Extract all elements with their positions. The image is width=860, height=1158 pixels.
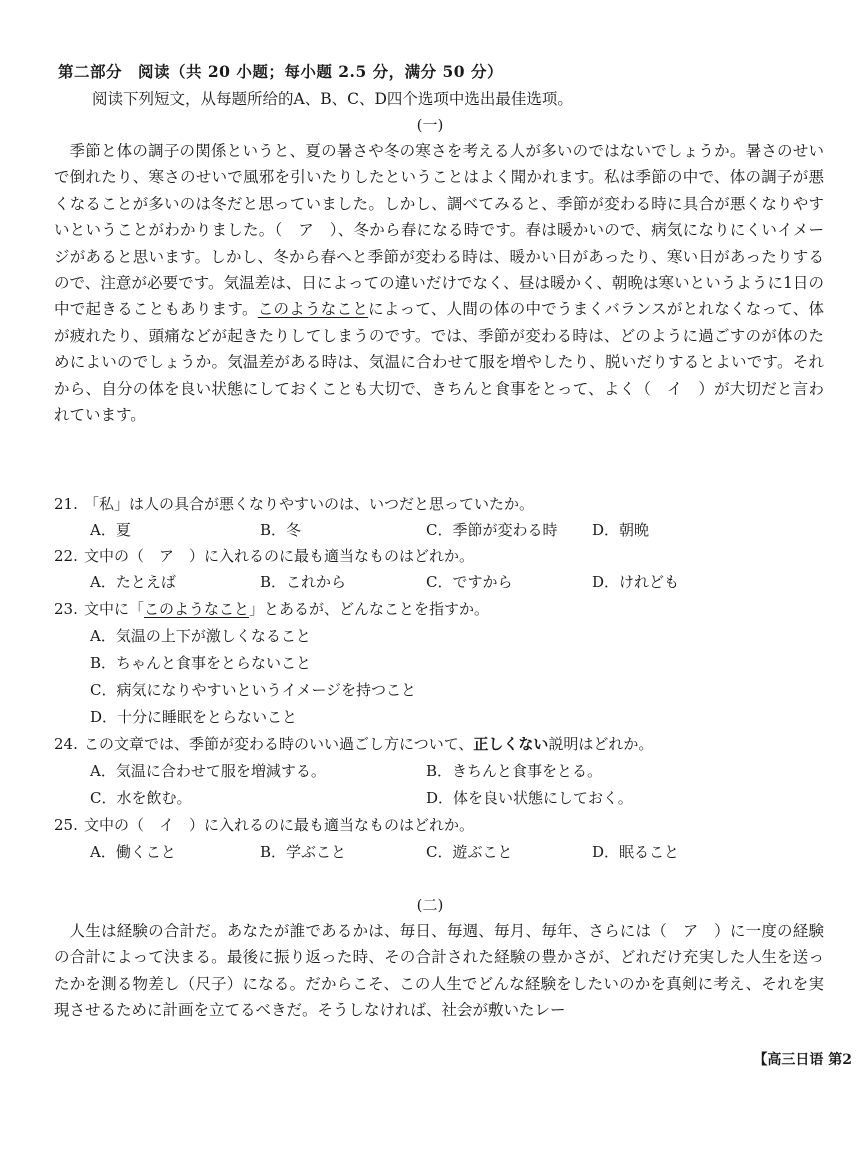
- section-title: 第二部分 阅读（共 20 小题；每小题 2.5 分，满分 50 分）: [58, 62, 503, 81]
- passage1-text: [54, 138, 824, 428]
- passage1-underlined-phrase: このようなこと: [257, 300, 369, 319]
- option-b[interactable]: B．これから: [260, 573, 347, 591]
- option-c[interactable]: C．季節が変わる時: [426, 521, 558, 539]
- question-text: 文中の（ ア ）に入れるのに最も適当なものはどれか。: [84, 547, 475, 565]
- question-number: 23.: [54, 600, 78, 618]
- option-a[interactable]: A．たとえば: [90, 573, 176, 591]
- option-d[interactable]: D．体を良い状態にしておく。: [426, 789, 633, 807]
- question-25: [54, 814, 474, 835]
- instruction: 阅读下列短文，从每题所给的A、B、C、D四个选项中选出最佳选项。: [92, 90, 573, 108]
- option-d[interactable]: D．十分に睡眠をとらないこと: [90, 708, 298, 726]
- passage2-text: [54, 918, 824, 1024]
- passage2-heading: (二): [416, 896, 444, 914]
- question-24: [54, 733, 653, 754]
- option-c[interactable]: C．病気になりやすいというイメージを持つこと: [90, 681, 417, 699]
- passage1-text-after: によって、人間の体の中でうまくバランスがとれなくなって、体が疲れたり、頭痛などが起きたりしてしまうのです。では、季節が変わる時は、どのように過ごすのが体のためによいのでしょうか。気温差がある時は、気温に合わせて服を増やしたり、脱いだりするとよいです。それから、自分の体を良い状態にしておくことも大切で、きちんと食事をとって、よく（ イ ）が大切だと言われています。: [54, 300, 824, 425]
- option-d[interactable]: D．けれども: [592, 573, 680, 591]
- option-d[interactable]: D．朝晩: [592, 521, 650, 539]
- question-number: 21.: [54, 495, 78, 513]
- option-a[interactable]: A．夏: [90, 521, 131, 539]
- question-22: [54, 545, 474, 566]
- option-a[interactable]: A．気温の上下が激しくなること: [90, 627, 311, 645]
- passage2-paragraph: 人生は経験の合計だ。あなたが誰であるかは、毎日、毎週、毎月、毎年、さらには（ ア ）に一度の経験の合計によって決まる。最後に振り返った時、その合計された経験の豊かさが、どれだけ充実した人生を送ったかを測る物差し（尺子）になる。だからこそ、この人生でどんな経験をしたいのかを真剣に考え、それを実現させるために計画を立てるべきだ。そうしなければ、社会が敷いたレー: [54, 922, 824, 1020]
- option-c[interactable]: C．水を飲む。: [90, 789, 192, 807]
- question-number: 22.: [54, 547, 78, 565]
- question-21: [54, 493, 534, 514]
- option-a[interactable]: A．働くこと: [90, 843, 176, 861]
- question-text-prefix: 文中に「: [84, 600, 145, 618]
- question-text-prefix: この文章では、季節が変わる時のいい過ごし方について、: [84, 735, 474, 753]
- question-number: 25.: [54, 816, 78, 834]
- option-d[interactable]: D．眠ること: [592, 843, 680, 861]
- passage1-heading: (一): [416, 116, 444, 134]
- question-text-bold: 正しくない: [473, 735, 549, 753]
- question-text-underlined: このようなこと: [144, 600, 250, 618]
- page-footer: 【高三日语 第2: [753, 1052, 852, 1068]
- question-text-suffix: 説明はどれか。: [548, 735, 654, 753]
- question-number: 24.: [54, 735, 78, 753]
- option-c[interactable]: C．遊ぶこと: [426, 843, 513, 861]
- option-a[interactable]: A．気温に合わせて服を増減する。: [90, 762, 326, 780]
- option-b[interactable]: B．学ぶこと: [260, 843, 347, 861]
- passage1-text-before: 季節と体の調子の関係というと、夏の暑さや冬の寒さを考える人が多いのではないでしょうか。暑さのせいで倒れたり、寒さのせいで風邪を引いたりしたということはよく聞かれます。私は季節の中で、体の調子が悪くなることが多いのは冬だと思っていました。しかし、調べてみると、季節が変わる時に具合が悪くなりやすいということがわかりました。（ ア ）、冬から春になる時です。春は暖かいので、病気になりにくいイメージがあると思います。しかし、冬から春へと季節が変わる時は、暖かい日があったり、寒い日があったりするので、注意が必要です。気温差は、日によっての違いだけでなく、昼は暖かく、朝晩は寒いというように1日の中で起きることもあります。: [54, 142, 824, 319]
- question-text-suffix: 」とあるが、どんなことを指すか。: [249, 600, 490, 618]
- option-b[interactable]: B．冬: [260, 521, 302, 539]
- option-b[interactable]: B．きちんと食事をとる。: [426, 762, 603, 780]
- option-c[interactable]: C．ですから: [426, 573, 513, 591]
- option-b[interactable]: B．ちゃんと食事をとらないこと: [90, 654, 312, 672]
- question-text: 文中の（ イ ）に入れるのに最も適当なものはどれか。: [84, 816, 475, 834]
- question-23: [54, 598, 489, 619]
- question-text: 「私」は人の具合が悪くなりやすいのは、いつだと思っていたか。: [84, 495, 535, 513]
